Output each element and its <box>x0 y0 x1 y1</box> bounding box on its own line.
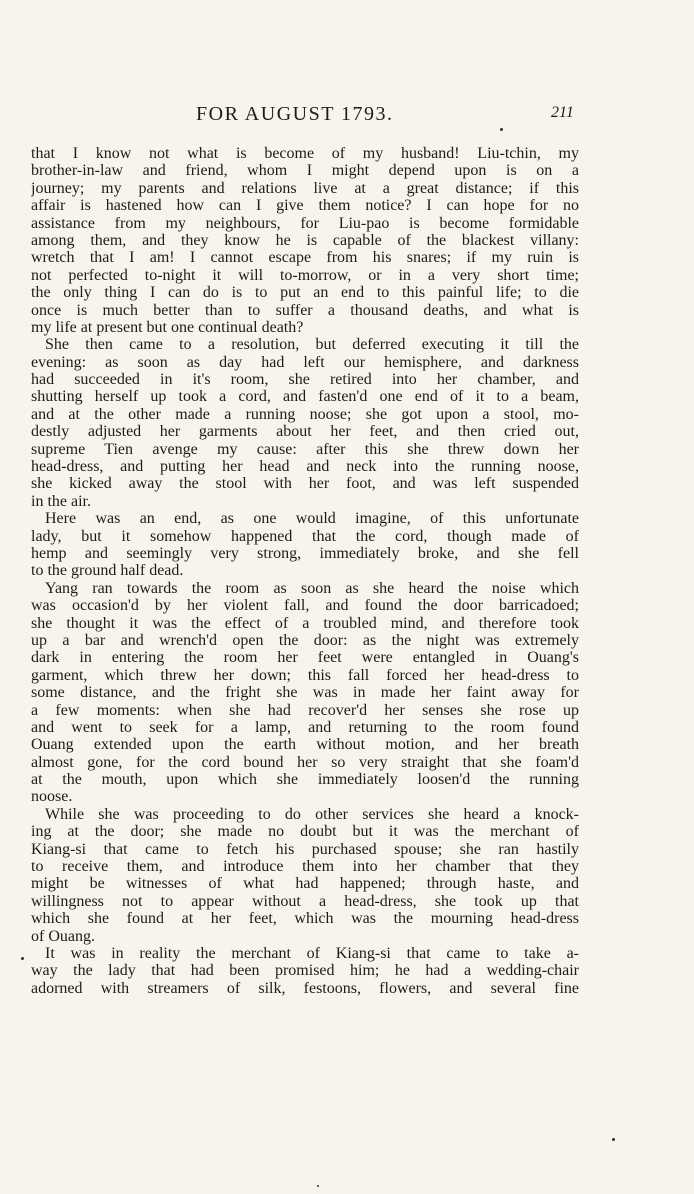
text-line: dark in entering the room her feet were entangled in Ouang's <box>31 649 579 667</box>
text-line: of Ouang. <box>31 927 95 945</box>
text-line: my life at present but one continual death? <box>31 318 304 336</box>
text-line: supreme Tien avenge my cause: after this she threw down her <box>31 440 579 458</box>
text-line: wretch that I am! I cannot escape from his snares; if my ruin is <box>31 249 579 267</box>
text-line: shutting herself up took a cord, and fasten'd one end of it to a beam, <box>31 388 579 406</box>
text-line: willingness not to appear without a head-dress, she took up that <box>31 892 579 910</box>
text-line: she thought it was the effect of a troubled mind, and therefore took <box>31 614 579 632</box>
text-line: garment, which threw her down; this fall forced her head-dress to <box>31 666 579 684</box>
text-line: She then came to a resolution, but deferred executing it till the <box>45 336 579 354</box>
text-line: might be witnesses of what had happened; through haste, and <box>31 875 579 893</box>
text-line: lady, but it somehow happened that the cord, though made of <box>31 527 579 545</box>
text-line: in the air. <box>31 492 91 510</box>
ink-speck <box>317 1185 319 1187</box>
text-line: evening: as soon as day had left our hemisphere, and darkness <box>31 353 579 371</box>
text-line: had succeeded in it's room, she retired into her chamber, and <box>31 371 579 389</box>
text-line: she kicked away the stool with her foot, and was left suspended <box>31 475 579 493</box>
text-line: assistance from my neighbours, for Liu-pao is become formidable <box>31 214 579 232</box>
text-line: almost gone, for the cord bound her so very straight that she foam'd <box>31 753 579 771</box>
running-head <box>0 103 694 129</box>
text-line: While she was proceeding to do other services she heard a knock- <box>45 805 579 823</box>
text-line: and went to seek for a lamp, and returning to the room found <box>31 718 579 736</box>
text-line: affair is hastened how can I give them notice? I can hope for no <box>31 197 579 215</box>
text-line: which she found at her feet, which was the mourning head-dress <box>31 910 579 928</box>
ink-speck <box>21 957 24 960</box>
text-line: that I know not what is become of my husband! Liu-tchin, my <box>31 145 579 162</box>
ink-speck <box>500 128 503 131</box>
text-line: to receive them, and introduce them into her chamber that they <box>31 858 579 876</box>
text-line: journey; my parents and relations live at a great distance; if this <box>31 179 579 197</box>
text-line: once is much better than to suffer a thousand deaths, and what is <box>31 301 579 319</box>
text-line: a few moments: when she had recover'd her senses she rose up <box>31 701 579 719</box>
text-line: destly adjusted her garments about her feet, and then cried out, <box>31 423 579 441</box>
page-number: 211 <box>551 104 574 121</box>
text-line: Ouang extended upon the earth without motion, and her breath <box>31 736 579 754</box>
text-line: brother-in-law and friend, whom I might depend upon is on a <box>31 162 579 180</box>
text-line: noose. <box>31 788 73 806</box>
text-line: Yang ran towards the room as soon as she heard the noise which <box>45 579 579 597</box>
text-line: Here was an end, as one would imagine, of this unfortunate <box>45 510 579 528</box>
text-line: the only thing I can do is to put an end to this painful life; to die <box>31 284 579 302</box>
text-line: up a bar and wrench'd open the door: as the night was extremely <box>31 631 579 649</box>
running-head-title: FOR AUGUST 1793. <box>196 103 394 125</box>
text-line: to the ground half dead. <box>31 562 184 580</box>
text-line: hemp and seemingly very strong, immediately broke, and she fell <box>31 544 579 562</box>
text-line: ing at the door; she made no doubt but it was the merchant of <box>31 823 579 841</box>
text-line: among them, and they know he is capable of the blackest villany: <box>31 231 579 249</box>
text-line: Kiang-si that came to fetch his purchased spouse; she ran hastily <box>31 840 579 858</box>
text-line: head-dress, and putting her head and neck into the running noose, <box>31 458 579 476</box>
text-line: and at the other made a running noose; she got upon a stool, mo- <box>31 405 579 423</box>
text-line: It was in reality the merchant of Kiang-si that came to take a- <box>45 944 579 962</box>
text-line: adorned with streamers of silk, festoons, flowers, and several fine <box>31 979 579 997</box>
text-line: was occasion'd by her violent fall, and found the door barricadoed; <box>31 597 579 615</box>
body-text <box>31 145 579 997</box>
text-line: some distance, and the fright she was in made her faint away for <box>31 684 579 702</box>
text-line: at the mouth, upon which she immediately loosen'd the running <box>31 771 579 789</box>
ink-speck <box>612 1138 615 1141</box>
text-line: way the lady that had been promised him; he had a wedding-chair <box>31 962 579 980</box>
text-line: not perfected to-night it will to-morrow, or in a very short time; <box>31 266 579 284</box>
